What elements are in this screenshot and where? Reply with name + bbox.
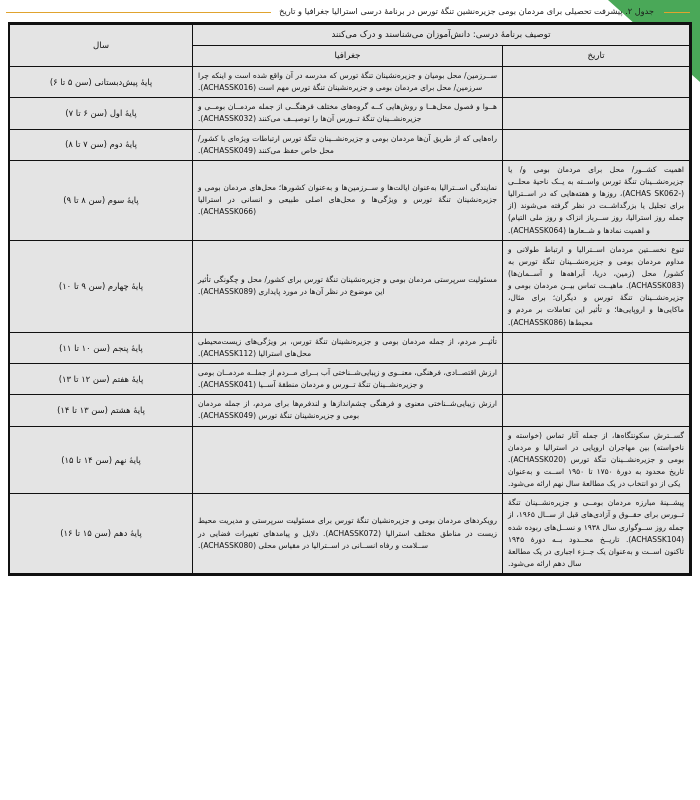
cell-geography: ارزش اقتصــادی، فرهنگی، معنــوی و زیبایی‌شــناختی آب بــرای مــردم از جملــه مردمــان بومی و جزیره‌نشــینان تنگۀ تــورس و مردمان منطقۀ آســیا (ACHASSK041). [193,363,503,394]
table-row [10,426,690,494]
cell-year: پایۀ چهارم (سن ۹ تا ۱۰) [10,240,193,332]
header-geography: جغرافیا [193,46,503,67]
table-row [10,395,690,426]
table-row [10,98,690,129]
cell-year: پایۀ دهم (سن ۱۵ تا ۱۶) [10,494,193,574]
cell-history: اهمیت کشــور/ محل برای مردمان بومی و/ یا جزیره‌نشــینان تنگۀ تورس واســته به یــک ناحیۀ محلــی (-ACHAS SK062)، روزها و هفته‌هایی که در اســترالیا برای تجلیل یا بزرگداشــت در نظر گرفته می‌شوند (از جمله روز استرالیا، روز ســرباز انزاک و روز ملی التیام) و اهمیت نمادها و شــعارها (ACHASSK064). [503,160,690,240]
table-head [10,25,690,67]
table-body [10,67,690,574]
cell-year: پایۀ اول (سن ۶ تا ۷) [10,98,193,129]
cell-history [503,363,690,394]
table-caption [0,0,700,22]
table-row [10,363,690,394]
cell-history: تنوع نخســتین مردمان اســترالیا و ارتباط طولانی و مداوم مردمان بومی و جزیره‌نشــینان تنگۀ تورس به کشور/ محل (زمین، دریا، آبراهه‌ها و آســمان‌ها) (ACHASSK083). ماهیــت تماس بیــن مردمان بومی و جزیره‌نشــینان تنگۀ تورس و دیگران؛ برای مثال، ماکایی‌ها و اروپایی‌ها؛ و تأثیر این تعاملات بر مردم و محیط‌ها (ACHASSK086). [503,240,690,332]
cell-geography: مسئولیت سرپرستی مردمان بومی و جزیره‌نشینان تنگۀ تورس برای کشور/ محل و چگونگی تأثیر این موضوع در نظر آن‌ها در مورد پایداری (ACHASSK089). [193,240,503,332]
table-row [10,129,690,160]
cell-geography [193,426,503,494]
caption-rule-left [664,12,690,13]
cell-history: گســترش سکونتگاه‌ها، از جمله آثار تماس (خواسته و ناخواسته) بین مهاجران اروپایی در استرالیا و مردمان بومی و جزیره‌نشــینان تنگۀ تورس (ACHASSK020). تاریخ محدود به دورۀ ۱۷۵۰ تا ۱۹۵۰ اســت و به‌عنوان یکی از دو انتخاب در یک مطالعۀ سال نهم ارائه می‌شود. [503,426,690,494]
cell-geography: راه‌هایی که از طریق آن‌ها مردمان بومی و جزیره‌نشــینان تنگۀ تورس ارتباطات ویژه‌ای با کشور/ محل خاص حفظ می‌کنند (ACHASSK049). [193,129,503,160]
cell-year: پایۀ پیش‌دبستانی (سن ۵ تا ۶) [10,67,193,98]
cell-history [503,395,690,426]
cell-history [503,98,690,129]
cell-geography: ســرزمین/ محل بومیان و جزیره‌نشینان تنگۀ تورس که مدرسه در آن واقع شده است و اینکه چرا سرزمین/ محل برای مردمان بومی و جزیره‌نشینان تنگۀ تورس مهم است (ACHASSK016). [193,67,503,98]
header-year: سال [10,25,193,67]
cell-history [503,332,690,363]
cell-history: پیشــینۀ مبارزه مردمان بومــی و جزیره‌نشــینان تنگۀ تــورس برای حقــوق و آزادی‌های قبل از ســال ۱۹۶۵، از جمله روز ســوگواری سال ۱۹۳۸ و نســل‌های ربوده شده (ACHASSK104). تاریــخ محــدود بــه دورۀ ۱۹۴۵ تاکنون اســت و به‌عنوان یک جــزء اجباری در یک مطالعۀ سال دهم ارائه می‌شود. [503,494,690,574]
curriculum-table [9,24,690,574]
cell-history [503,129,690,160]
cell-geography: تأثیــر مردم، از جمله مردمان بومی و جزیره‌نشینان تنگۀ تورس، بر ویژگی‌های زیست‌محیطی محل‌های استرالیا (ACHASSK112). [193,332,503,363]
cell-year: پایۀ هفتم (سن ۱۲ تا ۱۳) [10,363,193,394]
cell-year: پایۀ هشتم (سن ۱۳ تا ۱۴) [10,395,193,426]
table-row [10,332,690,363]
cell-history [503,67,690,98]
cell-geography: ارزش زیبایی‌شــناختی معنوی و فرهنگی چشم‌اندازها و لندفرم‌ها برای مردم، از جمله مردمان بومی و جزیره‌نشینان تنگۀ تورس (ACHASSK049). [193,395,503,426]
cell-geography: نمایندگی اســترالیا به‌عنوان ایالت‌ها و ســرزمین‌ها و به‌عنوان کشورها؛ محل‌های مردمان بومی و جزیره‌نشینان تنگۀ تورس و ویژگی‌ها و محل‌های اصلی طبیعی و انسانی در استرالیا (ACHASSK066). [193,160,503,240]
table-row [10,160,690,240]
header-row-group [10,25,690,46]
caption-text: جدول ۲. پیشرفت تحصیلی برای مردمان بومی جزیره‌نشین تنگۀ تورس در برنامۀ درسی استرالیا جغرافیا و تاریخ [279,6,654,16]
table-row [10,494,690,574]
cell-year: پایۀ نهم (سن ۱۴ تا ۱۵) [10,426,193,494]
table-container [8,22,692,576]
cell-year: پایۀ سوم (سن ۸ تا ۹) [10,160,193,240]
cell-geography: هــوا و فصول محل‌هــا و روش‌هایی کــه گروه‌های مختلف فرهنگــی از جمله مردمــان بومــی و جزیره‌نشــینان تنگۀ تــورس آن‌ها را توصیــف می‌کنند (ACHASSK032). [193,98,503,129]
header-history: تاریخ [503,46,690,67]
table-row [10,240,690,332]
caption-rule-right [6,12,271,13]
cell-year: پایۀ پنجم (سن ۱۰ تا ۱۱) [10,332,193,363]
cell-year: پایۀ دوم (سن ۷ تا ۸) [10,129,193,160]
header-description-group: توصیف برنامۀ درسی: دانش‌آموزان می‌شناسند و درک می‌کنند [193,25,690,46]
cell-geography: رویکردهای مردمان بومی و جزیره‌نشیان تنگۀ تورس برای مسئولیت سرپرستی و مدیریت محیط زیست در مناطق مختلف استرالیا (ACHASSK072). دلایل و پیامدهای تغییرات فضایی در ســلامت و رفاه انســانی در اســترالیا در مقیاس محلی (ACHASSK080). [193,494,503,574]
table-row [10,67,690,98]
